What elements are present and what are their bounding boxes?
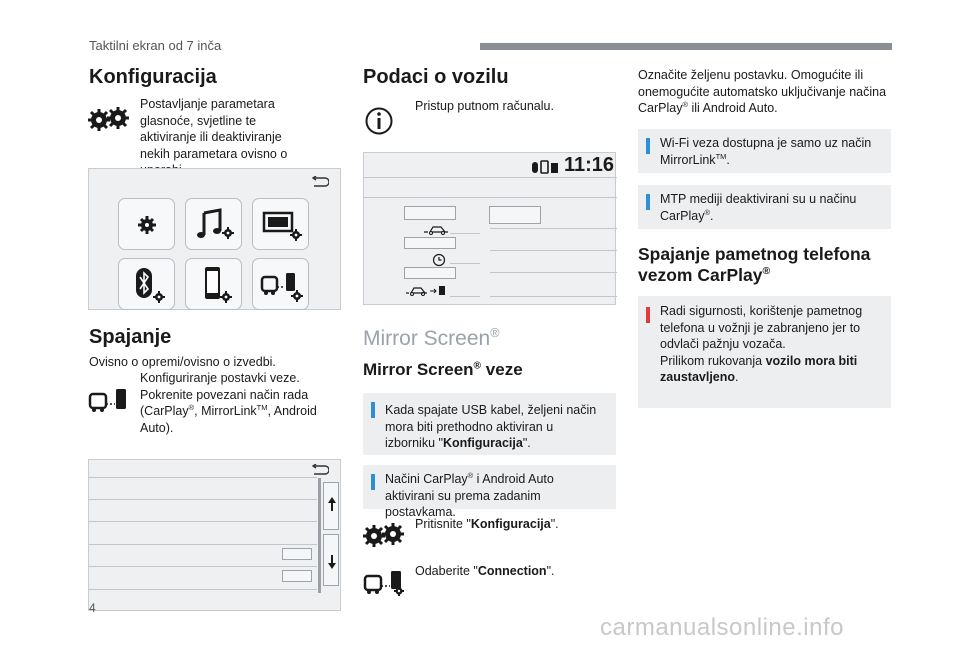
header-title: Taktilni ekran od 7 inča <box>89 38 222 53</box>
status-icons <box>530 159 560 175</box>
carplay-connection-title: Spajanje pametnog telefona vezom CarPlay® <box>638 244 871 285</box>
bluetooth-icon <box>119 259 176 311</box>
header-bar <box>480 43 892 50</box>
car-phone-connection-icon <box>363 568 405 596</box>
intro-text: Označite željenu postavku. Omogućite ili onemogućite automatsko uključivanje načina CarPlay® ili Android Auto. <box>638 68 887 115</box>
smartphone-icon <box>186 259 243 311</box>
podaci-desc: Pristup putnom računalu. <box>415 99 554 113</box>
tile-audio-settings[interactable] <box>185 198 242 250</box>
mirror-screen-title: Mirror Screen® <box>363 326 500 350</box>
spajanje-title: Spajanje <box>89 326 172 348</box>
scrollbar[interactable] <box>318 478 321 593</box>
car-icon <box>422 223 450 235</box>
pritisnite-text: Pritisnite "Konfiguracija". <box>415 517 559 531</box>
data-field-4[interactable] <box>404 267 456 279</box>
back-icon[interactable] <box>311 176 329 188</box>
note-accent <box>646 194 650 210</box>
scroll-up-button[interactable] <box>323 482 339 530</box>
settings-gears-icon <box>88 106 130 132</box>
arrow-up-icon <box>324 483 340 531</box>
toggle-2[interactable] <box>282 570 312 582</box>
car-phone-connection-icon <box>253 259 310 311</box>
podaci-title: Podaci o vozilu <box>363 66 509 88</box>
toggle-1[interactable] <box>282 548 312 560</box>
note-accent <box>646 138 650 154</box>
note-accent <box>371 474 375 490</box>
music-note-icon <box>186 199 243 251</box>
arrow-down-icon <box>324 535 340 587</box>
warning-accent <box>646 307 650 323</box>
page-number: 4 <box>89 601 96 615</box>
tile-settings[interactable] <box>118 198 175 250</box>
back-icon[interactable] <box>311 464 329 476</box>
tile-display-settings[interactable] <box>252 198 309 250</box>
odaberite-text: Odaberite "Connection". <box>415 564 555 578</box>
data-field-1[interactable] <box>404 206 456 220</box>
scroll-down-button[interactable] <box>323 534 339 586</box>
settings-gears-icon <box>363 522 405 548</box>
tile-phone-settings[interactable] <box>185 258 242 310</box>
data-field-3[interactable] <box>404 237 456 249</box>
car-phone-connection-icon <box>88 386 130 414</box>
note-accent <box>371 402 375 418</box>
tile-bluetooth-settings[interactable] <box>118 258 175 310</box>
clock-icon <box>432 253 446 267</box>
spajanje-desc: Konfiguriranje postavki veze. Pokrenite povezani način rada (CarPlay®, MirrorLink™, Android Auto). <box>140 371 317 435</box>
mirror-screen-veze-title: Mirror Screen® veze <box>363 360 523 379</box>
konfiguracija-desc: Postavljanje parametara glasnoće, svjetline te aktiviranje ili deaktiviranje nekih parametara ovisno o <box>140 97 288 161</box>
tile-connection-settings[interactable] <box>252 258 309 310</box>
note-usb: Kada spajate USB kabel, željeni način mora biti prethodno aktiviran u izborniku "Konfiguracija". <box>363 393 616 455</box>
note-wifi: Wi-Fi veza dostupna je samo uz način MirrorLink™. <box>638 129 891 173</box>
connection-screen <box>88 459 341 611</box>
data-field-2[interactable] <box>489 206 541 224</box>
warning-box: Radi sigurnosti, korištenje pametnog telefona u vožnji je zabranjeno jer to odvlači pažnju vozača. Prilikom rukovanja vozilo mora biti zaustavljeno. <box>638 296 891 408</box>
spajanje-subtitle: Ovisno o opremi/ovisno o izvedbi. <box>89 355 276 369</box>
gear-icon <box>119 199 176 251</box>
info-icon <box>364 106 394 136</box>
vehicle-data-screen <box>363 152 616 305</box>
note-mtp: MTP mediji deaktivirani su u načinu CarPlay®. <box>638 185 891 229</box>
watermark: carmanualsonline.info <box>600 614 844 641</box>
display-icon <box>253 199 310 251</box>
note-default-modes: Načini CarPlay® i Android Auto aktivirani su prema zadanim postavkama. <box>363 465 616 509</box>
config-screen <box>88 168 341 310</box>
konfiguracija-title: Konfiguracija <box>89 66 217 88</box>
screen-clock: 11:16 <box>564 154 615 176</box>
car-fuel-icon <box>404 283 450 297</box>
warning-text: Radi sigurnosti, korištenje pametnog telefona u vožnji je zabranjeno jer to odvlači pažnju vozača. <box>660 304 863 351</box>
